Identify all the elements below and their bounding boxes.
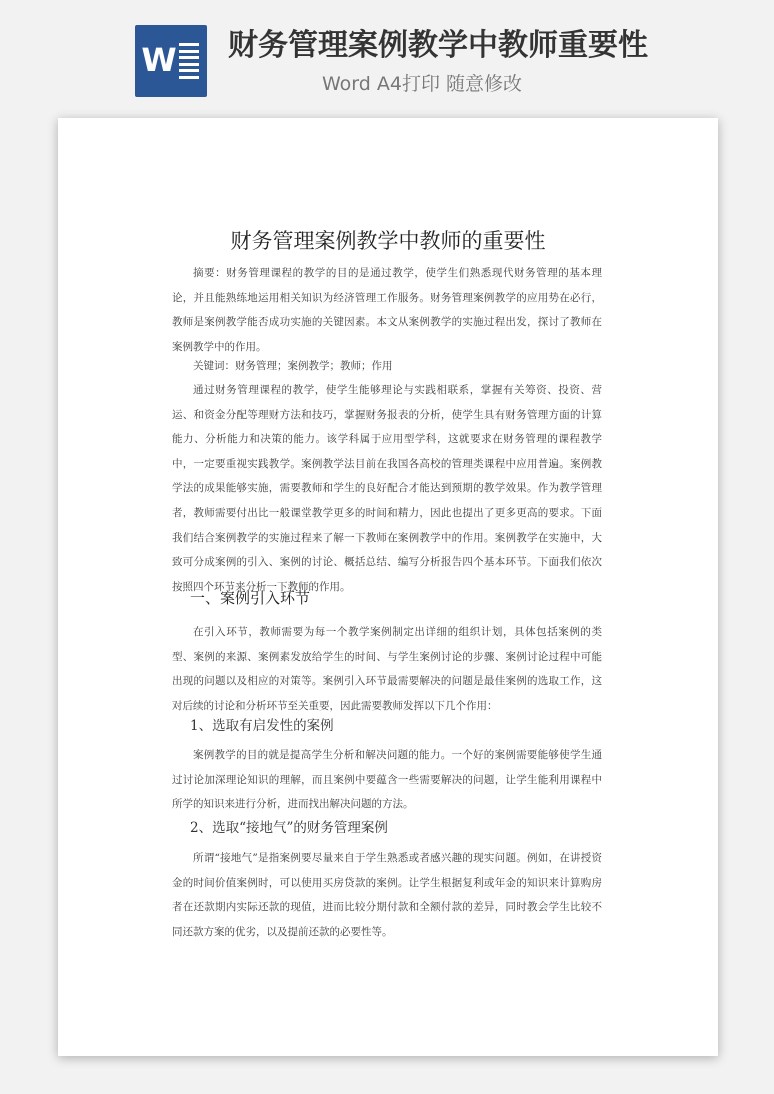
abstract-paragraph: 摘要：财务管理课程的教学的目的是通过教学，使学生们熟悉现代财务管理的基本理论，并且能熟练地运用相关知识为经济管理工作服务。财务管理案例教学的应用势在必行，教师是案例教学能否成功实施的关键因素。本文从案例教学的实施过程出发，探讨了教师在案例教学中的作用。 (172, 267, 602, 353)
header-subtitle: Word A4打印 随意修改 (322, 73, 523, 95)
keywords-paragraph: 关键词：财务管理；案例教学；教师；作用 (193, 360, 393, 372)
intro-paragraph: 通过财务管理课程的教学，使学生能够理论与实践相联系，掌握有关筹资、投资、营运、和资金分配等理财方法和技巧，掌握财务报表的分析，使学生具有财务管理方面的计算能力、分析能力和决策的能力。该学科属于应用型学科，这就要求在财务管理的课程教学中，一定要重视实践教学。案例教学法目前在我国各高校的管理类课程中应用普遍。案例教学法的成果能够实施，需要教师和学生的良好配合才能达到预期的教学效果。作为教学管理者，教师需要付出比一般课堂教学更多的时间和精力，因此也提出了更多更高的要求。下面我们结合案例教学的实施过程来了解一下教师在案例教学中的作用。案例教学在实施中，大致可分成案例的引入、案例的讨论、概括总结、编写分析报告四个基本环节。下面我们依次按照四个环节来分析一下教师的作用。 (172, 384, 602, 593)
section-1-heading: 一、案例引入环节 (190, 589, 311, 607)
subsection-2-heading: 2、选取“接地气”的财务管理案例 (190, 820, 388, 836)
document-title: 财务管理案例教学中教师的重要性 (230, 229, 546, 253)
word-document-icon (135, 25, 207, 97)
subsection-1-paragraph: 案例教学的目的就是提高学生分析和解决问题的能力。一个好的案例需要能够使学生通过讨论加深理论知识的理解，而且案例中要蕴含一些需要解决的问题，让学生能利用课程中所学的知识来进行分析，进而找出解决问题的方法。 (172, 749, 602, 811)
header-title: 财务管理案例教学中教师重要性 (228, 28, 648, 63)
subsection-2-paragraph: 所谓“接地气”是指案例要尽量来自于学生熟悉或者感兴趣的现实问题。例如，在讲授资金的时间价值案例时，可以使用买房贷款的案例。让学生根据复利或年金的知识来计算购房者在还款期内实际还款的现值，进而比较分期付款和全额付款的差异，同时教会学生比较不同还款方案的优劣，以及提前还款的必要性等。 (172, 852, 602, 938)
document-page (58, 118, 718, 1056)
word-icon-letter: W (141, 41, 177, 79)
header (0, 0, 774, 110)
subsection-1-heading: 1、选取有启发性的案例 (190, 718, 334, 734)
section-1-paragraph: 在引入环节，教师需要为每一个教学案例制定出详细的组织计划，具体包括案例的类型、案例的来源、案例素发放给学生的时间、与学生案例讨论的步骤、案例讨论过程中可能出现的问题以及相应的对策等。案例引入环节最需要解决的问题是最佳案例的选取工作，这对后续的讨论和分析环节至关重要，因此需要教师发挥以下几个作用： (172, 626, 602, 712)
word-icon-lines (179, 43, 199, 79)
